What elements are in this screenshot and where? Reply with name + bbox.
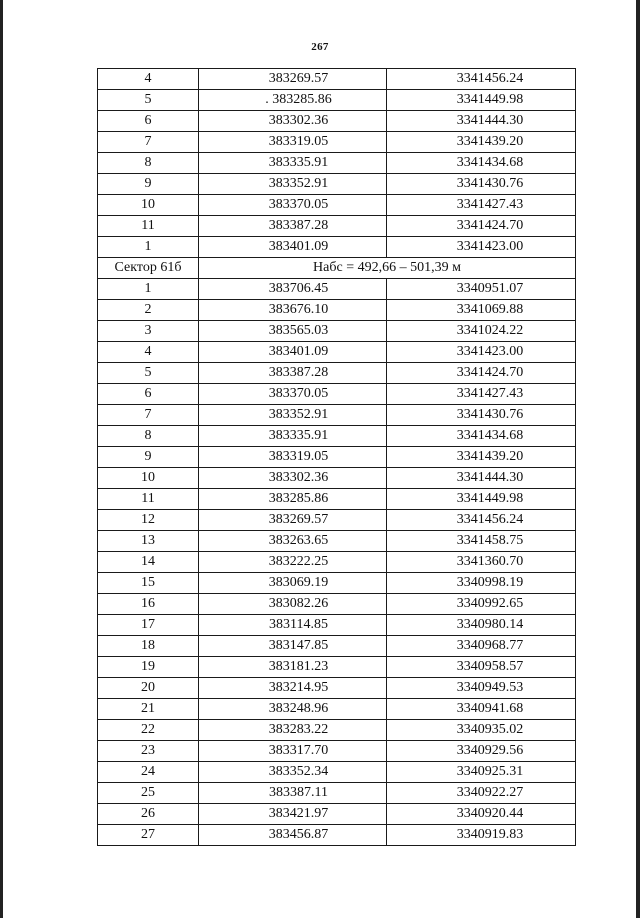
point-number-cell: 5	[98, 90, 199, 111]
point-number-cell: 5	[98, 363, 199, 384]
point-number-cell: 15	[98, 573, 199, 594]
point-number-cell: 3	[98, 321, 199, 342]
x-coordinate-cell: 383335.91	[199, 153, 387, 174]
x-coordinate-cell: 383387.28	[199, 216, 387, 237]
point-number-cell: 1	[98, 279, 199, 300]
table-row	[98, 741, 576, 762]
coordinates-table	[97, 68, 576, 846]
table-row	[98, 132, 576, 153]
y-coordinate-cell: 3341456.24	[387, 510, 576, 531]
x-coordinate-cell: 383421.97	[199, 804, 387, 825]
y-coordinate-cell: 3341423.00	[387, 342, 576, 363]
point-number-cell: 4	[98, 69, 199, 90]
point-number-cell: 19	[98, 657, 199, 678]
x-coordinate-cell: 383269.57	[199, 69, 387, 90]
point-number-cell: 11	[98, 216, 199, 237]
table-row	[98, 69, 576, 90]
x-coordinate-cell: 383114.85	[199, 615, 387, 636]
y-coordinate-cell: 3341430.76	[387, 174, 576, 195]
x-coordinate-cell: 383283.22	[199, 720, 387, 741]
point-number-cell: 25	[98, 783, 199, 804]
point-number-cell: 23	[98, 741, 199, 762]
table-row	[98, 426, 576, 447]
point-number-cell: 22	[98, 720, 199, 741]
y-coordinate-cell: 3341430.76	[387, 405, 576, 426]
table-row	[98, 804, 576, 825]
x-coordinate-cell: 383370.05	[199, 384, 387, 405]
table-row	[98, 531, 576, 552]
point-number-cell: 10	[98, 195, 199, 216]
y-coordinate-cell: 3340951.07	[387, 279, 576, 300]
x-coordinate-cell: 383335.91	[199, 426, 387, 447]
point-number-cell: 13	[98, 531, 199, 552]
table-row	[98, 384, 576, 405]
table-row	[98, 468, 576, 489]
point-number-cell: 6	[98, 111, 199, 132]
y-coordinate-cell: 3340992.65	[387, 594, 576, 615]
y-coordinate-cell: 3340935.02	[387, 720, 576, 741]
x-coordinate-cell: 383352.34	[199, 762, 387, 783]
x-coordinate-cell: 383285.86	[199, 489, 387, 510]
x-coordinate-cell: 383370.05	[199, 195, 387, 216]
point-number-cell: 10	[98, 468, 199, 489]
x-coordinate-cell: 383352.91	[199, 174, 387, 195]
table-row	[98, 489, 576, 510]
scan-edge-right	[636, 0, 640, 918]
table-row	[98, 447, 576, 468]
table-row	[98, 783, 576, 804]
table-row	[98, 153, 576, 174]
y-coordinate-cell: 3341069.88	[387, 300, 576, 321]
x-coordinate-cell: 383676.10	[199, 300, 387, 321]
table-row	[98, 825, 576, 846]
x-coordinate-cell: 383319.05	[199, 447, 387, 468]
x-coordinate-cell: 383352.91	[199, 405, 387, 426]
point-number-cell: 11	[98, 489, 199, 510]
table-row	[98, 594, 576, 615]
table-row	[98, 111, 576, 132]
x-coordinate-cell: 383317.70	[199, 741, 387, 762]
point-number-cell: 8	[98, 153, 199, 174]
point-number-cell: 9	[98, 174, 199, 195]
x-coordinate-cell: 383082.26	[199, 594, 387, 615]
table-row	[98, 405, 576, 426]
point-number-cell: 18	[98, 636, 199, 657]
y-coordinate-cell: 3340949.53	[387, 678, 576, 699]
y-coordinate-cell: 3341424.70	[387, 363, 576, 384]
sector-label: Сектор 61б	[98, 258, 199, 279]
y-coordinate-cell: 3340919.83	[387, 825, 576, 846]
table-row	[98, 174, 576, 195]
x-coordinate-cell: 383456.87	[199, 825, 387, 846]
y-coordinate-cell: 3341427.43	[387, 384, 576, 405]
y-coordinate-cell: 3341360.70	[387, 552, 576, 573]
point-number-cell: 2	[98, 300, 199, 321]
table-row	[98, 342, 576, 363]
table-row	[98, 300, 576, 321]
table-row	[98, 321, 576, 342]
y-coordinate-cell: 3341444.30	[387, 468, 576, 489]
y-coordinate-cell: 3341434.68	[387, 153, 576, 174]
x-coordinate-cell: 383401.09	[199, 237, 387, 258]
y-coordinate-cell: 3341434.68	[387, 426, 576, 447]
x-coordinate-cell: 383263.65	[199, 531, 387, 552]
point-number-cell: 4	[98, 342, 199, 363]
y-coordinate-cell: 3341423.00	[387, 237, 576, 258]
point-number-cell: 8	[98, 426, 199, 447]
x-coordinate-cell: 383706.45	[199, 279, 387, 300]
point-number-cell: 20	[98, 678, 199, 699]
table-row	[98, 720, 576, 741]
x-coordinate-cell: 383387.28	[199, 363, 387, 384]
point-number-cell: 7	[98, 405, 199, 426]
y-coordinate-cell: 3340968.77	[387, 636, 576, 657]
table-row	[98, 636, 576, 657]
table-row	[98, 762, 576, 783]
table-row	[98, 615, 576, 636]
y-coordinate-cell: 3340941.68	[387, 699, 576, 720]
table-row	[98, 195, 576, 216]
table-row	[98, 657, 576, 678]
table-row	[98, 573, 576, 594]
y-coordinate-cell: 3340920.44	[387, 804, 576, 825]
point-number-cell: 1	[98, 237, 199, 258]
page-number: 267	[311, 41, 329, 53]
table-row	[98, 237, 576, 258]
x-coordinate-cell: . 383285.86	[199, 90, 387, 111]
table-row	[98, 363, 576, 384]
x-coordinate-cell: 383248.96	[199, 699, 387, 720]
x-coordinate-cell: 383069.19	[199, 573, 387, 594]
y-coordinate-cell: 3341456.24	[387, 69, 576, 90]
scan-edge-left	[0, 0, 3, 918]
y-coordinate-cell: 3340958.57	[387, 657, 576, 678]
point-number-cell: 17	[98, 615, 199, 636]
y-coordinate-cell: 3340925.31	[387, 762, 576, 783]
point-number-cell: 26	[98, 804, 199, 825]
y-coordinate-cell: 3341424.70	[387, 216, 576, 237]
point-number-cell: 24	[98, 762, 199, 783]
sector-height-range: Набс = 492,66 – 501,39 м	[199, 258, 576, 279]
y-coordinate-cell: 3341024.22	[387, 321, 576, 342]
y-coordinate-cell: 3341449.98	[387, 90, 576, 111]
point-number-cell: 21	[98, 699, 199, 720]
sector-header-row	[98, 258, 576, 279]
point-number-cell: 7	[98, 132, 199, 153]
x-coordinate-cell: 383302.36	[199, 111, 387, 132]
point-number-cell: 14	[98, 552, 199, 573]
x-coordinate-cell: 383214.95	[199, 678, 387, 699]
y-coordinate-cell: 3341458.75	[387, 531, 576, 552]
y-coordinate-cell: 3341449.98	[387, 489, 576, 510]
x-coordinate-cell: 383302.36	[199, 468, 387, 489]
y-coordinate-cell: 3340998.19	[387, 573, 576, 594]
y-coordinate-cell: 3341439.20	[387, 132, 576, 153]
x-coordinate-cell: 383147.85	[199, 636, 387, 657]
y-coordinate-cell: 3341439.20	[387, 447, 576, 468]
y-coordinate-cell: 3341427.43	[387, 195, 576, 216]
table-row	[98, 90, 576, 111]
point-number-cell: 12	[98, 510, 199, 531]
coordinates-table-body	[98, 69, 576, 846]
x-coordinate-cell: 383222.25	[199, 552, 387, 573]
table-row	[98, 510, 576, 531]
point-number-cell: 9	[98, 447, 199, 468]
x-coordinate-cell: 383319.05	[199, 132, 387, 153]
x-coordinate-cell: 383269.57	[199, 510, 387, 531]
point-number-cell: 16	[98, 594, 199, 615]
table-row	[98, 216, 576, 237]
table-row	[98, 678, 576, 699]
y-coordinate-cell: 3340980.14	[387, 615, 576, 636]
y-coordinate-cell: 3340922.27	[387, 783, 576, 804]
y-coordinate-cell: 3341444.30	[387, 111, 576, 132]
x-coordinate-cell: 383565.03	[199, 321, 387, 342]
x-coordinate-cell: 383401.09	[199, 342, 387, 363]
point-number-cell: 6	[98, 384, 199, 405]
y-coordinate-cell: 3340929.56	[387, 741, 576, 762]
x-coordinate-cell: 383387.11	[199, 783, 387, 804]
table-row	[98, 699, 576, 720]
table-row	[98, 279, 576, 300]
x-coordinate-cell: 383181.23	[199, 657, 387, 678]
point-number-cell: 27	[98, 825, 199, 846]
table-row	[98, 552, 576, 573]
